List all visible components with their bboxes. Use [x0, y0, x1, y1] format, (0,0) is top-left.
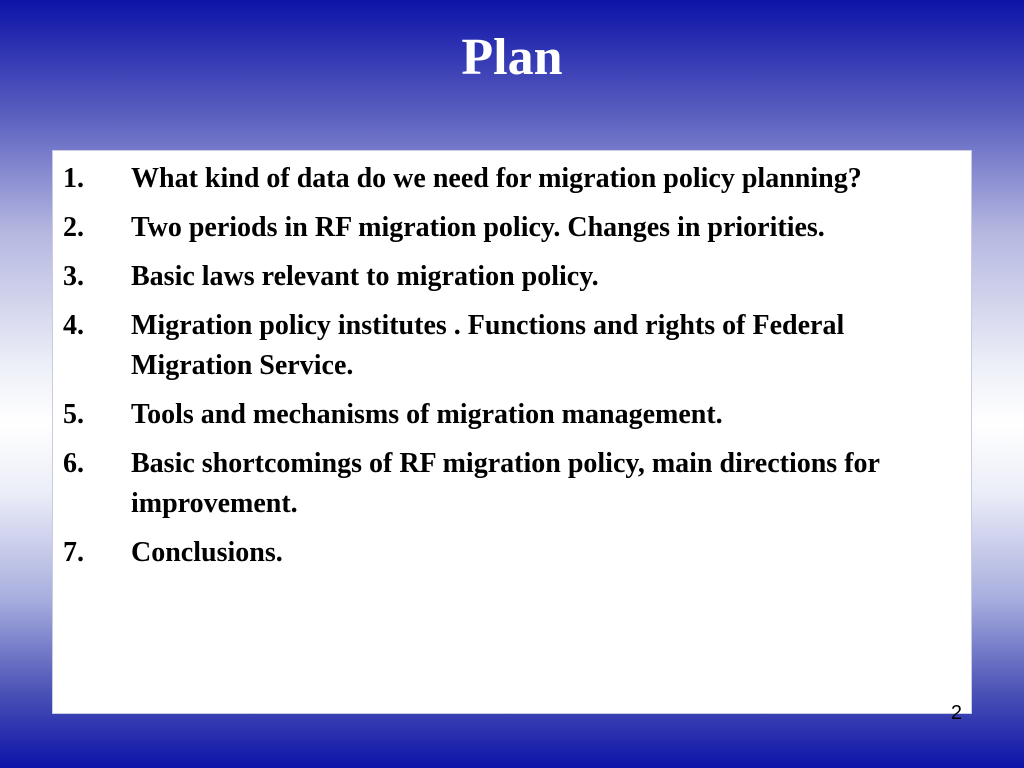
list-item — [63, 257, 931, 297]
item-text: Basic laws relevant to migration policy. — [131, 261, 599, 292]
item-number: 7. — [63, 537, 84, 568]
list-item — [63, 533, 931, 573]
item-text: Conclusions. — [131, 537, 283, 568]
item-number: 3. — [63, 261, 84, 292]
item-number: 1. — [63, 163, 84, 194]
item-text: Migration policy institutes . Functions and rights of Federal Migration Service. — [131, 310, 845, 381]
item-number: 2. — [63, 212, 84, 243]
list-item — [63, 208, 931, 248]
item-text: Basic shortcomings of RF migration policy, main directions for improvement. — [131, 448, 880, 519]
item-number: 4. — [63, 310, 84, 341]
item-number: 6. — [63, 448, 84, 479]
list-item — [63, 306, 931, 386]
list-item — [63, 395, 931, 435]
plan-list — [53, 151, 971, 573]
content-box — [52, 150, 972, 714]
item-text: Tools and mechanisms of migration management. — [131, 399, 723, 430]
list-item — [63, 159, 931, 199]
slide-title: Plan — [461, 29, 563, 86]
list-item — [63, 444, 931, 524]
item-number: 5. — [63, 399, 84, 430]
item-text: Two periods in RF migration policy. Changes in priorities. — [131, 212, 825, 243]
page-number: 2 — [950, 702, 962, 724]
item-text: What kind of data do we need for migration policy planning? — [131, 163, 862, 194]
